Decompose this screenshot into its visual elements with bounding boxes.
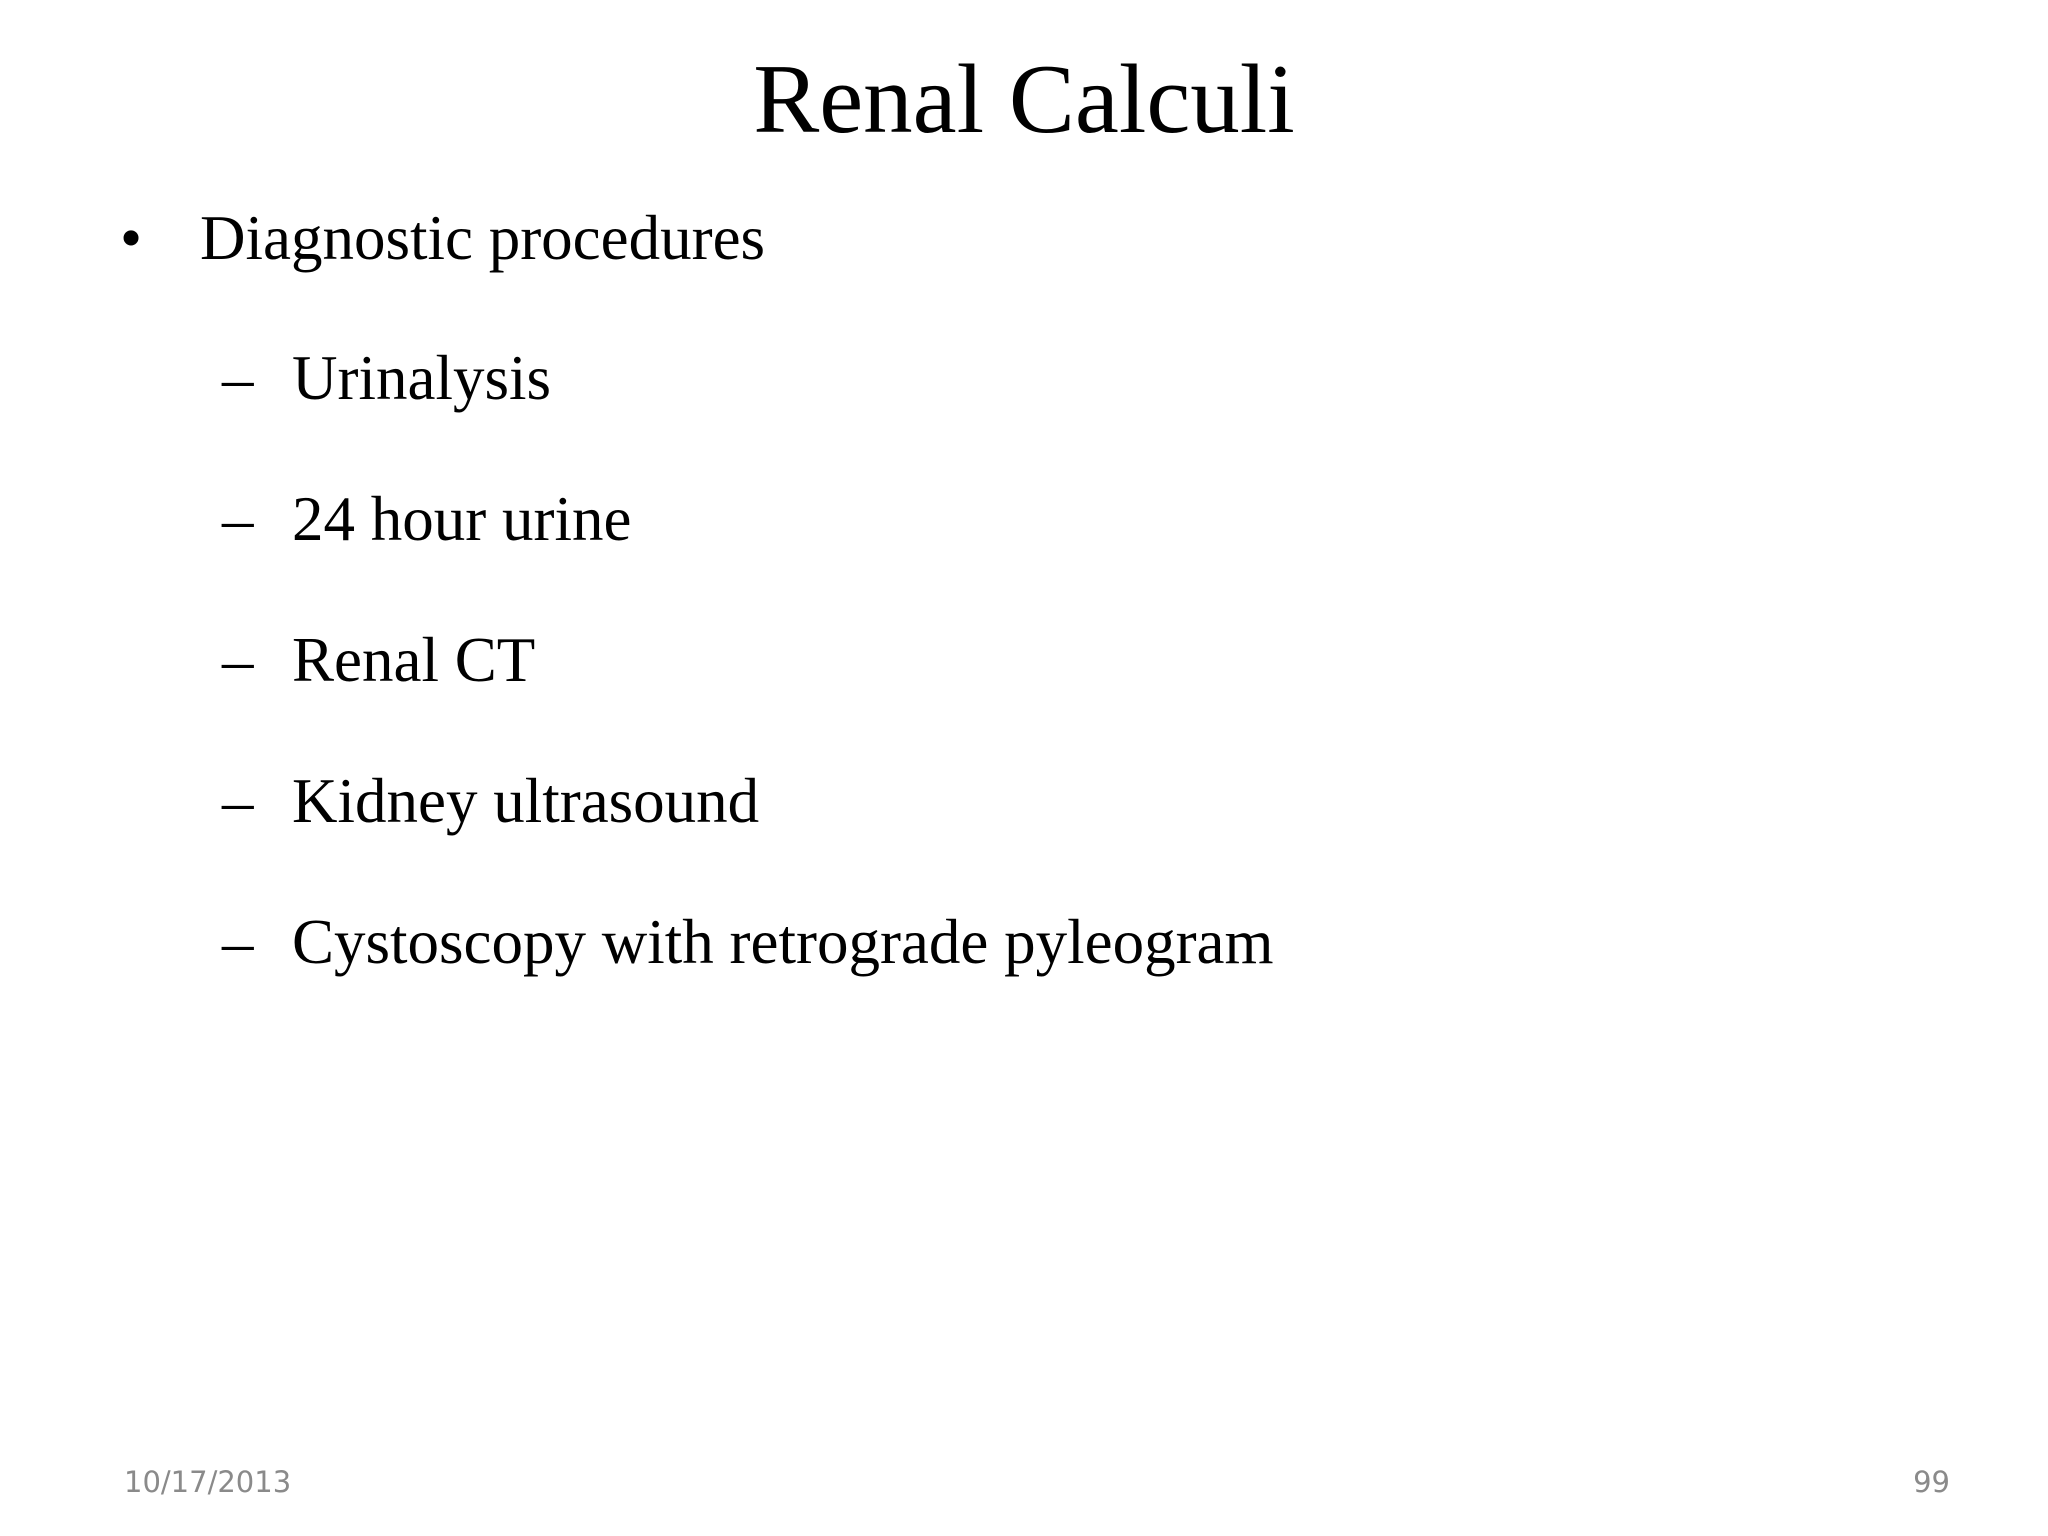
main-bullet [120,198,765,278]
sub-bullet-item [222,620,1274,761]
dash-marker: – [222,625,254,695]
sub-bullet-item [222,902,1274,1043]
dash-marker: – [222,766,254,836]
footer-date: 10/17/2013 [124,1465,292,1499]
dash-marker: – [222,484,254,554]
sub-bullet-text: Renal CT [292,625,536,695]
sub-bullet-item [222,479,1274,620]
sub-bullet-text: Cystoscopy with retrograde pyleogram [292,907,1274,977]
sub-bullet-text: Urinalysis [292,343,551,413]
sub-bullet-list [222,338,1274,1043]
sub-bullet-text: Kidney ultrasound [292,766,760,836]
bullet-marker: • [120,203,143,273]
dash-marker: – [222,907,254,977]
sub-bullet-item [222,761,1274,902]
sub-bullet-item [222,338,1274,479]
sub-bullet-text: 24 hour urine [292,484,632,554]
dash-marker: – [222,343,254,413]
footer-page-number: 99 [1913,1465,1950,1499]
slide-title: Renal Calculi [753,45,1295,154]
main-bullet-text: Diagnostic procedures [200,203,766,273]
